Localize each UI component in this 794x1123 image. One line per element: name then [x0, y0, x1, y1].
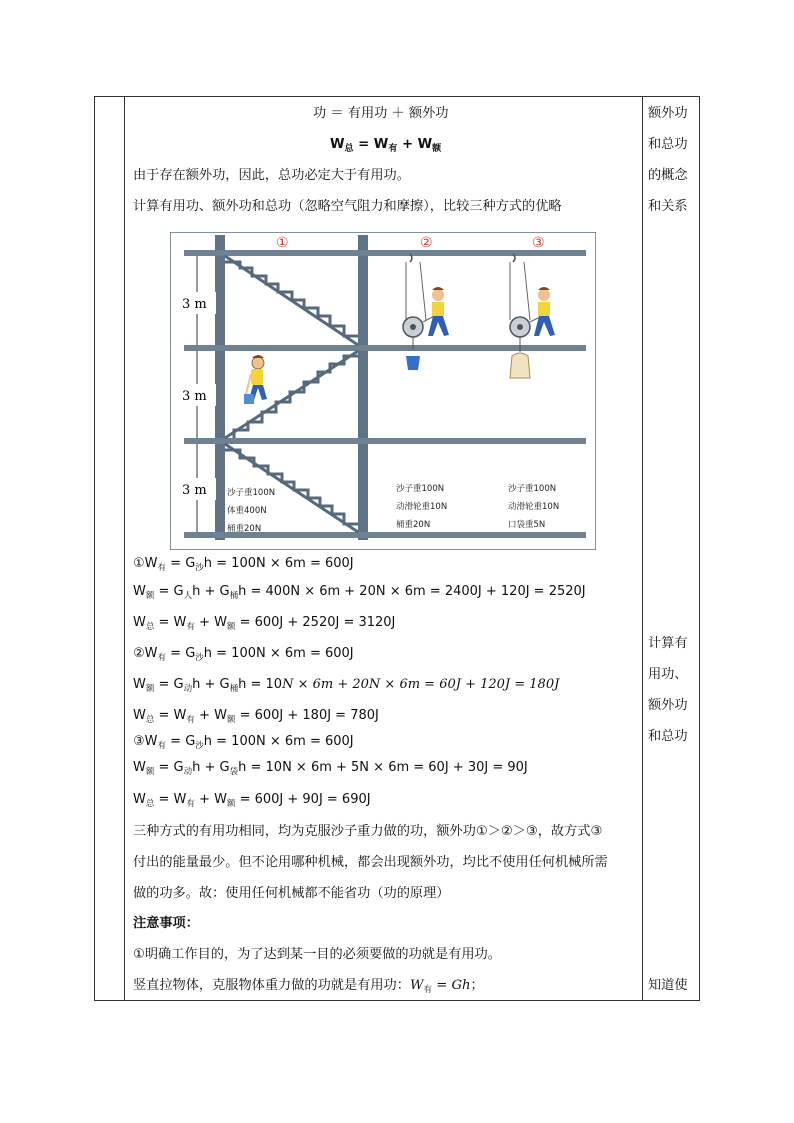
work-definition: 功 ＝ 有用功 ＋ 额外功 [313, 106, 449, 121]
floor-1 [184, 438, 586, 444]
notes-item-1: ①明确工作目的，为了达到某一目的必须要做的功就是有用功。 [133, 947, 501, 962]
calc-line-2: $W_额 = G_人h + G_桶h = 400N \times 6m + 20N \times 6m = 2400J + 120J = 2520J$ [133, 584, 586, 601]
floor-2 [184, 345, 586, 351]
case-1-body-weight: 体重400N [227, 506, 267, 516]
left-post [215, 235, 225, 540]
sidebar-note-a2: 和总功 [648, 137, 688, 152]
case-2-bucket-weight: 桶重20N [396, 520, 431, 530]
height-label-middle: 3 m [182, 389, 207, 404]
sidebar-note-a4: 和关系 [648, 199, 688, 214]
height-label-top: 3 m [182, 297, 207, 312]
floor-top [184, 250, 586, 256]
calc-line-3: $W_总 = W_有 + W_额 = 600J + 2520J = 3120J$ [133, 615, 396, 632]
stair-pulley-figure [170, 232, 596, 550]
case-3-sand-weight: 沙子重100N [508, 484, 557, 494]
calc-line-9: $W_总 = W_有 + W_额 = 600J + 90J = 690J$ [133, 792, 371, 809]
sidebar-note-b4: 和总功 [648, 729, 688, 744]
sidebar-note-a1: 额外功 [648, 106, 688, 121]
case-number-1: ① [276, 235, 289, 251]
case-1-bucket-weight: 桶重20N [227, 524, 262, 534]
notes-item-2: 竖直拉物体，克服物体重力做的功就是有用功：$W_有 = Gh$； [133, 978, 484, 995]
case-2-pulley-weight: 动滑轮重10N [396, 502, 448, 512]
case-1-sand-weight: 沙子重100N [227, 488, 276, 498]
middle-post [358, 235, 368, 540]
calc-line-4: $②W_有 = G_沙h = 100N \times 6m = 600J$ [133, 646, 354, 663]
case-2-sand-weight: 沙子重100N [396, 484, 445, 494]
height-label-bottom: 3 m [182, 483, 207, 498]
sidebar-note-b2: 用功、 [648, 667, 688, 682]
sidebar-note-a3: 的概念 [648, 168, 688, 183]
case-3-bag-weight: 口袋重5N [508, 520, 546, 530]
case-3-pulley-weight: 动滑轮重10N [508, 502, 560, 512]
intro-paragraph-1: 由于存在额外功，因此，总功必定大于有用功。 [133, 168, 410, 183]
case-number-3: ③ [532, 235, 545, 251]
case-number-2: ② [420, 235, 433, 251]
sidebar-note-b1: 计算有 [648, 636, 688, 651]
calc-line-6: $W_总 = W_有 + W_额 = 600J + 180J = 780J$ [133, 708, 379, 725]
intro-paragraph-2: 计算有用功、额外功和总功（忽略空气阻力和摩擦），比较三种方式的优略 [133, 199, 562, 214]
sidebar-note-c1: 知道使 [648, 978, 688, 993]
calc-line-5: $W_额 = G_动h + G_桶h = 10N \times 6m + 20N \times 6m = 60J + 120J = 180J$ [133, 677, 560, 694]
notes-title: 注意事项： [133, 916, 199, 931]
conclusion-line-3: 做的功多。故：使用任何机械都不能省功（功的原理） [133, 886, 450, 901]
calc-line-1: $①W_有 = G_沙h = 100N \times 6m = 600J$ [133, 556, 354, 573]
conclusion-line-2: 付出的能量最少。但不论用哪种机械，都会出现额外功，均比不使用任何机械所需 [133, 855, 608, 870]
sidebar-note-b3: 额外功 [648, 698, 688, 713]
calc-line-7: $③W_有 = G_沙h = 100N \times 6m = 600J$ [133, 734, 354, 751]
work-formula: $W_总 = W_有 + W_额$ [330, 137, 442, 154]
conclusion-line-1: 三种方式的有用功相同，均为克服沙子重力做的功，额外功①＞②＞③，故方式③ [133, 824, 603, 839]
column-divider-1 [124, 97, 125, 1000]
calc-line-8: $W_额 = G_动h + G_袋h = 10N \times 6m + 5N \times 6m = 60J + 30J = 90J$ [133, 760, 528, 777]
column-divider-2 [642, 97, 643, 1000]
